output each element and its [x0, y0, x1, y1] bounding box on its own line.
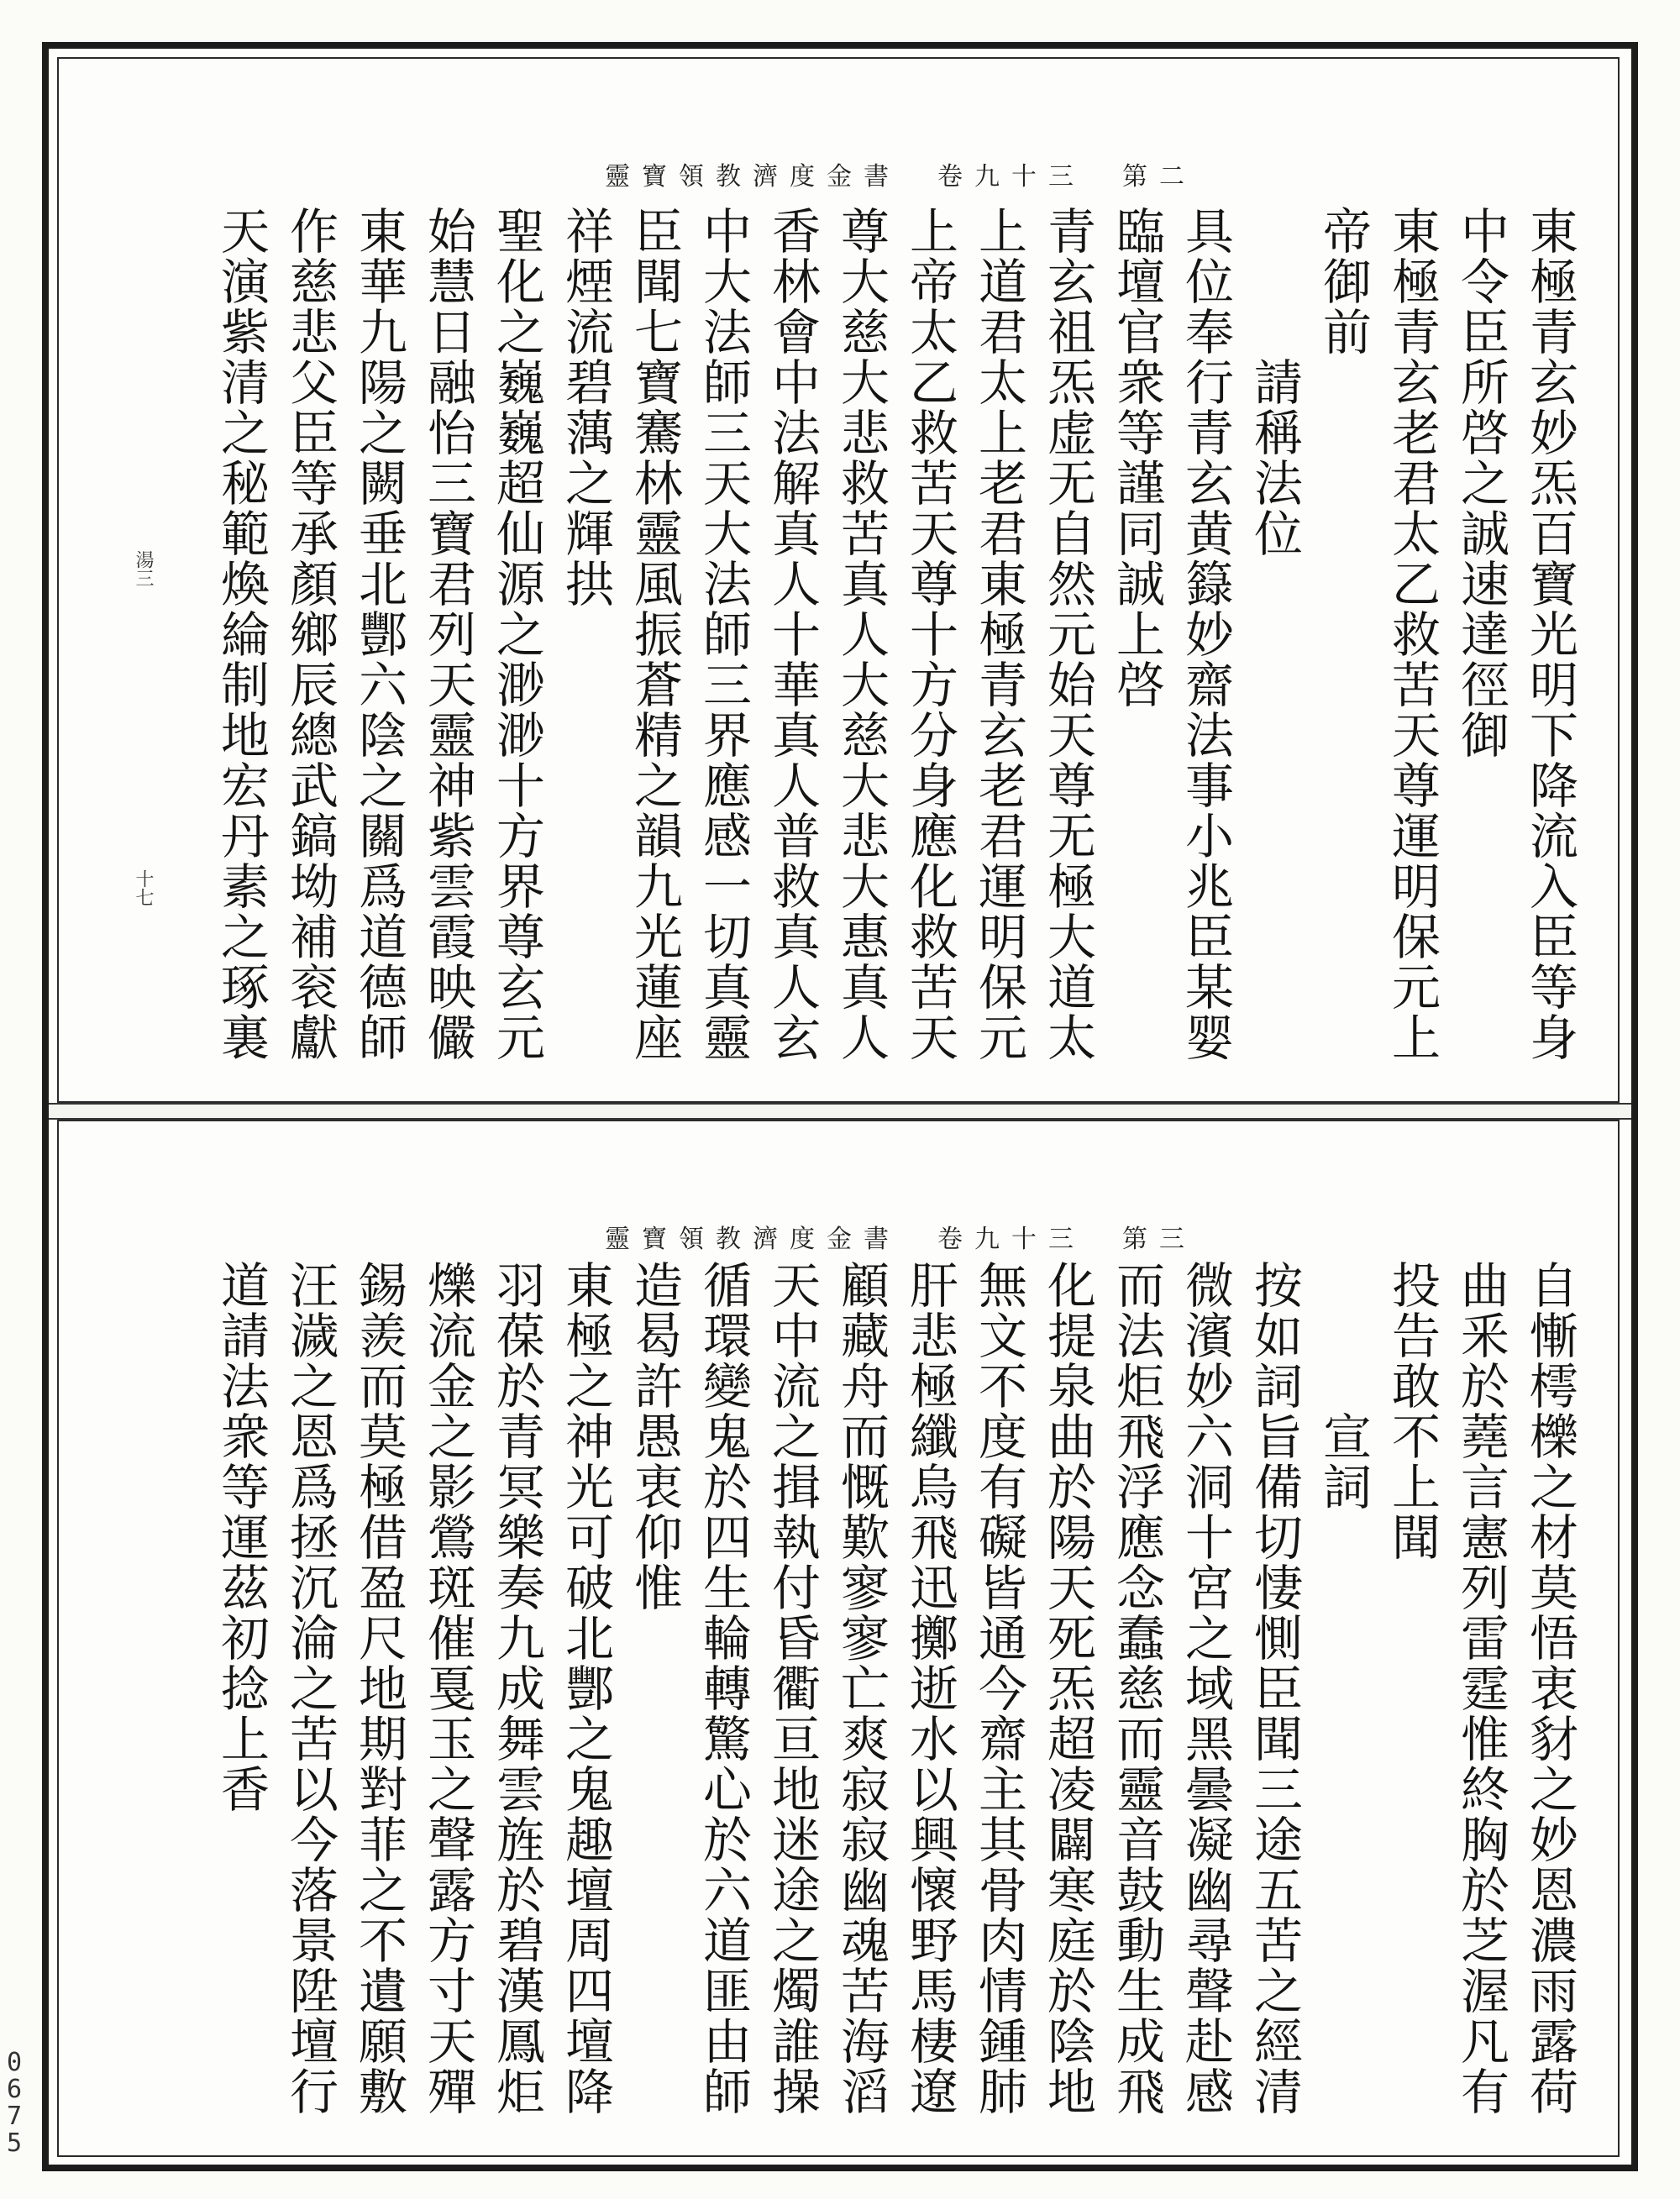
text-column: 東極青玄妙炁百寶光明下降流入臣等身: [1521, 206, 1578, 1063]
text-column: 天中流之揖執付昏衢亘地迷途之燭誰操: [764, 1260, 821, 2117]
text-column: 帝御前: [1315, 206, 1372, 357]
text-column: 自慚樗櫟之材莫悟衷豺之妙恩濃雨露荷: [1521, 1260, 1578, 2117]
text-column: 無文不度有礙皆通今齋主其骨肉情鍾肺: [970, 1260, 1027, 2117]
text-column: 東極青玄老君太乙救苦天尊運明保元上: [1383, 206, 1441, 1063]
text-column: 錫羨而莫極借盈尺地期對菲之不遺願敷: [350, 1260, 407, 2117]
page-divider: [49, 1103, 1631, 1120]
text-column: 爍流金之影鶯斑催戛玉之聲露方寸天殫: [419, 1260, 476, 2117]
text-column: 作慈悲父臣等承顏鄉辰總武鎬坳補衮獻: [281, 206, 339, 1063]
text-column: 微濱妙六洞十宮之域黑曇凝幽尋聲赴感: [1177, 1260, 1234, 2117]
text-column: 中大法師三天大法師三界應感一切真靈: [695, 206, 752, 1063]
text-column: 羽葆於青冥樂奏九成舞雲旌於碧漢鳳炬: [488, 1260, 545, 2117]
lower-text-columns: [207, 1260, 1584, 2142]
upper-half-page: [57, 57, 1620, 1103]
folio-number: 十七: [133, 869, 154, 906]
text-column: 聖化之巍巍超仙源之渺渺十方界尊玄元: [488, 206, 545, 1063]
upper-running-header: 靈寶領教濟度金書 卷九十三 第二: [605, 162, 1196, 192]
text-column: 按如詞旨備切悽惻臣聞三途五苦之經清: [1246, 1260, 1303, 2117]
text-column: 東極之神光可破北酆之鬼趣壇周四壇降: [557, 1260, 614, 2117]
page-side-number: 0675: [7, 2048, 23, 2158]
text-column: 循環變鬼於四生輪轉驚心於六道匪由師: [695, 1260, 752, 2117]
text-column: 投告敢不上聞: [1383, 1260, 1441, 1562]
upper-text-columns: [207, 206, 1584, 1079]
text-column: 曲釆於蕘言憲列雷霆惟終胸於芝渥凡有: [1452, 1260, 1509, 2117]
text-column: 青玄祖炁虚无自然元始天尊无極大道太: [1039, 206, 1096, 1063]
text-column: 臣聞七寶騫林靈風振蒼精之韻九光蓮座: [626, 206, 683, 1063]
text-column: 化提泉曲於陽天死炁超凌闢寒庭於陰地: [1039, 1260, 1096, 2117]
lower-running-header: 靈寶領教濟度金書 卷九十三 第三: [605, 1225, 1196, 1254]
text-column: 而法炬飛浮應念蠢慈而靈音鼓動生成飛: [1108, 1260, 1165, 2117]
text-column: 肝悲極纖烏飛迅擲逝水以興懷野馬棲遼: [901, 1260, 958, 2117]
text-column: 祥煙流碧蕅之輝拱: [557, 206, 614, 609]
text-column: 道請法衆等運茲初捻上香: [213, 1260, 270, 1814]
text-column: 顧藏舟而慨歎寥寥亡爽寂寂幽魂苦海滔: [832, 1260, 890, 2117]
text-column: 具位奉行青玄黄籙妙齋法事小兆臣某婴: [1177, 206, 1234, 1063]
text-column: 東華九陽之闕垂北酆六陰之關爲道德師: [350, 206, 407, 1063]
text-column: 上帝太乙救苦天尊十方分身應化救苦天: [901, 206, 958, 1063]
text-column: 臨壇官衆等謹同誠上啓: [1108, 206, 1165, 710]
text-column: 天演紫清之秘範煥綸制地宏丹素之琢裏: [213, 206, 270, 1063]
page-frame: [42, 42, 1638, 2171]
text-column: 汪濊之恩爲拯沉淪之苦以今落景陞壇行: [281, 1260, 339, 2117]
text-column: 造曷許愚衷仰惟: [626, 1260, 683, 1613]
text-column: 始慧日融怡三寶君列天靈神紫雲霞映儼: [419, 206, 476, 1063]
text-column: 香林會中法解真人十華真人普救真人玄: [764, 206, 821, 1063]
text-column: 上道君太上老君東極青玄老君運明保元: [970, 206, 1027, 1063]
section-heading: 宣詞: [1315, 1260, 1372, 1512]
text-column: 尊大慈大悲救苦真人大慈大悲大惠真人: [832, 206, 890, 1063]
margin-note: 湯三: [133, 550, 154, 587]
text-column: 中令臣所啓之誠速達徑御: [1452, 206, 1509, 760]
section-heading: 請稱法位: [1246, 206, 1303, 559]
lower-half-page: [57, 1120, 1620, 2157]
